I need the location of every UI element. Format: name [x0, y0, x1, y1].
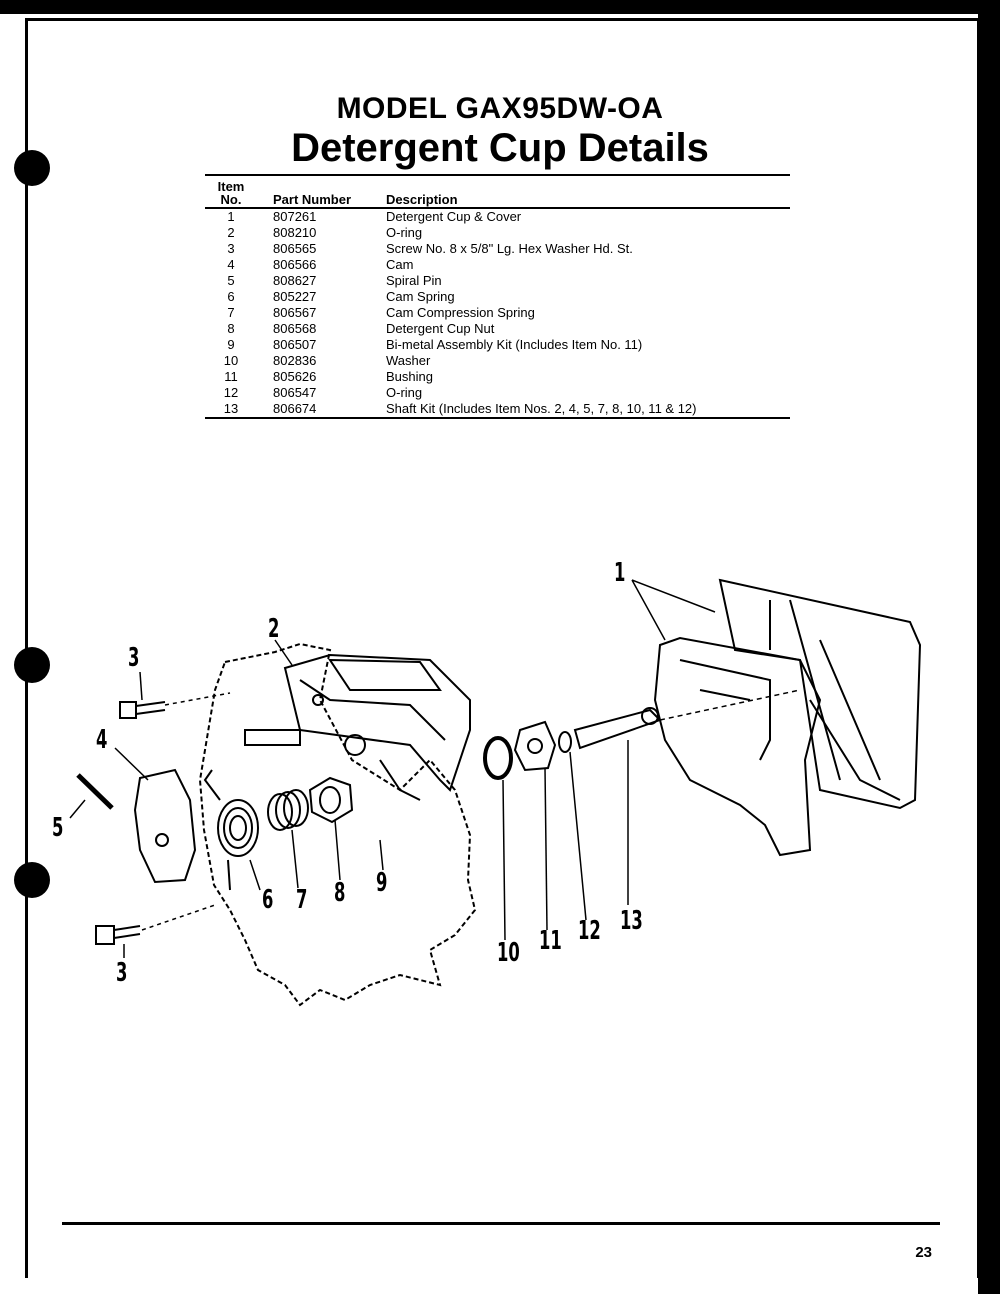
callout-3-top: 3 — [128, 643, 140, 673]
leader-lines — [70, 580, 800, 958]
description-cell: O-ring — [386, 225, 423, 240]
item-no-cell: 12 — [223, 385, 239, 400]
shaft — [575, 710, 660, 748]
callout-9: 9 — [376, 868, 388, 898]
callout-13: 13 — [620, 906, 643, 936]
callout-6: 6 — [262, 885, 274, 915]
part-number-cell: 808627 — [273, 273, 317, 288]
o-ring-12 — [559, 732, 571, 752]
page-number: 23 — [915, 1244, 932, 1261]
item-no-cell: 6 — [227, 289, 235, 304]
part-number-cell: 808210 — [273, 225, 317, 240]
callout-8: 8 — [334, 878, 346, 908]
item-no-cell: 2 — [227, 225, 235, 240]
description-cell: Screw No. 8 x 5/8" Lg. Hex Washer Hd. St. — [386, 241, 633, 256]
item-no-cell: 7 — [227, 305, 235, 320]
description-cell: Bi-metal Assembly Kit (Includes Item No. 11) — [386, 337, 643, 352]
callout-12: 12 — [578, 916, 601, 946]
description-cell: Detergent Cup & Cover — [386, 209, 522, 224]
bushing-11 — [515, 722, 555, 770]
callout-7: 7 — [296, 885, 308, 915]
cup-back — [720, 580, 920, 808]
description-cell: Bushing — [386, 369, 433, 384]
item-no-cell: 3 — [227, 241, 235, 256]
callout-4: 4 — [96, 725, 108, 755]
description-cell: Cam — [386, 257, 414, 272]
part-number-cell: 807261 — [273, 209, 317, 224]
item-no-cell: 10 — [223, 353, 239, 368]
header-item-no: Item No. — [205, 175, 257, 208]
description-cell: O-ring — [386, 385, 423, 400]
part-number-cell: 806565 — [273, 241, 317, 256]
part-number-cell: 802836 — [273, 353, 317, 368]
item-no-cell: 13 — [223, 401, 239, 416]
description-cell: Cam Spring — [386, 289, 455, 304]
model-title: MODEL GAX95DW-OA — [336, 92, 664, 125]
callout-11: 11 — [539, 926, 562, 956]
item-no-cell: 1 — [227, 209, 235, 224]
callout-5: 5 — [52, 813, 64, 843]
item-no-cell: 11 — [224, 369, 238, 384]
spring-7 — [268, 790, 308, 830]
screw-3-top — [120, 702, 165, 718]
header-part-number: Part Number — [257, 175, 382, 208]
callout-1: 1 — [614, 558, 626, 588]
part-number-cell: 806547 — [273, 385, 317, 400]
item-no-cell: 5 — [227, 273, 235, 288]
description-cell: Spiral Pin — [386, 273, 442, 288]
part-number-cell: 806567 — [273, 305, 317, 320]
cam-4 — [135, 770, 195, 882]
description-cell: Cam Compression Spring — [386, 305, 535, 320]
part-number-cell: 806568 — [273, 321, 317, 336]
part-number-cell: 806566 — [273, 257, 317, 272]
screw-3-bottom — [96, 926, 140, 944]
washer-10 — [485, 738, 511, 778]
part-number-cell: 805227 — [273, 289, 317, 304]
bimetal-body — [285, 655, 470, 790]
description-cell: Washer — [386, 353, 431, 368]
header-description: Description — [382, 175, 790, 208]
callout-2: 2 — [268, 614, 280, 644]
item-no-cell: 4 — [227, 257, 235, 272]
item-no-cell: 8 — [227, 321, 235, 336]
bottom-rule — [62, 1222, 940, 1225]
part-number-cell: 805626 — [273, 369, 317, 384]
part-number-cell: 806507 — [273, 337, 317, 352]
page-title: Detergent Cup Details — [291, 126, 709, 170]
part-number-cell: 806674 — [273, 401, 317, 416]
callout-3-bottom: 3 — [116, 958, 128, 988]
item-no-cell: 9 — [227, 337, 235, 352]
housing-outline — [200, 644, 475, 1005]
cup-cover — [655, 638, 820, 855]
nut-8 — [310, 778, 352, 822]
description-cell: Detergent Cup Nut — [386, 321, 495, 336]
description-cell: Shaft Kit (Includes Item Nos. 2, 4, 5, 7, 8, 10, 11 & 12) — [386, 401, 697, 416]
callout-10: 10 — [497, 938, 520, 968]
spring-6 — [205, 770, 258, 890]
